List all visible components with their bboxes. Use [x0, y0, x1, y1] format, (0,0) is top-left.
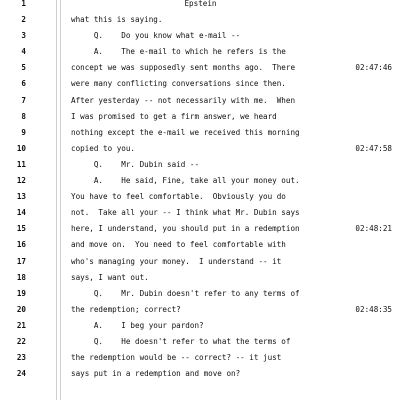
line-number: 2	[21, 15, 26, 25]
transcript-line	[0, 237, 400, 253]
transcript-line	[0, 125, 400, 141]
line-text: Q. He doesn't refer to what the terms of	[71, 336, 291, 346]
transcript-line	[0, 28, 400, 44]
transcript-line	[0, 334, 400, 350]
transcript-line	[0, 318, 400, 334]
line-text: and move on. You need to feel comfortable with	[71, 240, 286, 250]
transcript-line	[0, 221, 400, 237]
transcript-line	[0, 205, 400, 221]
timestamp: 02:47:58	[355, 143, 392, 153]
line-text: After yesterday -- not necessarily with me. When	[71, 95, 296, 105]
line-text: I was promised to get a firm answer, we heard	[71, 111, 277, 121]
line-number: 22	[16, 336, 26, 346]
transcript-line	[0, 173, 400, 189]
line-text: the redemption would be -- correct? -- it just	[71, 353, 282, 363]
line-text: copied to you.	[71, 143, 136, 153]
line-number: 19	[16, 288, 26, 298]
transcript-line	[0, 44, 400, 60]
line-number: 23	[16, 353, 26, 363]
line-number: 3	[21, 31, 26, 41]
timestamp: 02:48:21	[355, 224, 392, 234]
line-text: who's managing your money. I understand -- it	[71, 256, 282, 266]
transcript-line	[0, 254, 400, 270]
line-number: 1	[21, 0, 26, 8]
line-number: 14	[16, 208, 26, 218]
transcript-line	[0, 366, 400, 382]
transcript-line	[0, 109, 400, 125]
line-number: 5	[21, 63, 26, 73]
line-number: 10	[16, 143, 26, 153]
line-text: says, I want out.	[71, 272, 149, 282]
timestamp: 02:47:46	[355, 63, 392, 73]
line-text: the redemption; correct?	[71, 304, 181, 314]
transcript-line	[0, 350, 400, 366]
transcript-line	[0, 60, 400, 76]
line-number: 18	[16, 272, 26, 282]
transcript-line	[0, 93, 400, 109]
line-number: 15	[16, 224, 26, 234]
line-number: 24	[16, 369, 26, 379]
line-number: 21	[16, 320, 26, 330]
line-number: 8	[21, 111, 26, 121]
line-text: A. He said, Fine, take all your money out.	[71, 176, 300, 186]
transcript-line	[0, 270, 400, 286]
line-number: 9	[21, 127, 26, 137]
line-text: Q. Mr. Dubin said --	[71, 159, 200, 169]
line-number: 20	[16, 304, 26, 314]
timestamp: 02:48:35	[355, 304, 392, 314]
line-number: 12	[16, 176, 26, 186]
line-number: 6	[21, 79, 26, 89]
line-text: You have to feel comfortable. Obviously you do	[71, 192, 286, 202]
transcript-line	[0, 286, 400, 302]
line-text: what this is saying.	[71, 15, 163, 25]
line-text: Q. Do you know what e-mail --	[71, 31, 241, 41]
line-text: nothing except the e-mail we received this morning	[71, 127, 300, 137]
transcript-line	[0, 302, 400, 318]
line-text: here, I understand, you should put in a redemption	[71, 224, 300, 234]
transcript-line	[0, 157, 400, 173]
line-number: 16	[16, 240, 26, 250]
transcript-line	[0, 0, 400, 12]
line-text: says put in a redemption and move on?	[71, 369, 241, 379]
transcript-line	[0, 141, 400, 157]
line-text: Q. Mr. Dubin doesn't refer to any terms of	[71, 288, 300, 298]
line-text: Epstein	[184, 0, 217, 8]
line-text: concept we was supposedly sent months ago. There	[71, 63, 296, 73]
line-number: 7	[21, 95, 26, 105]
transcript-line	[0, 12, 400, 28]
line-number: 11	[16, 159, 26, 169]
line-number: 17	[16, 256, 26, 266]
line-number: 13	[16, 192, 26, 202]
line-number: 4	[21, 47, 26, 57]
line-text: were many conflicting conversations since then.	[71, 79, 286, 89]
line-text: not. Take all your -- I think what Mr. Dubin says	[71, 208, 300, 218]
line-text: A. I beg your pardon?	[71, 320, 204, 330]
line-text: A. The e-mail to which he refers is the	[71, 47, 286, 57]
transcript-line	[0, 76, 400, 92]
transcript-line	[0, 189, 400, 205]
